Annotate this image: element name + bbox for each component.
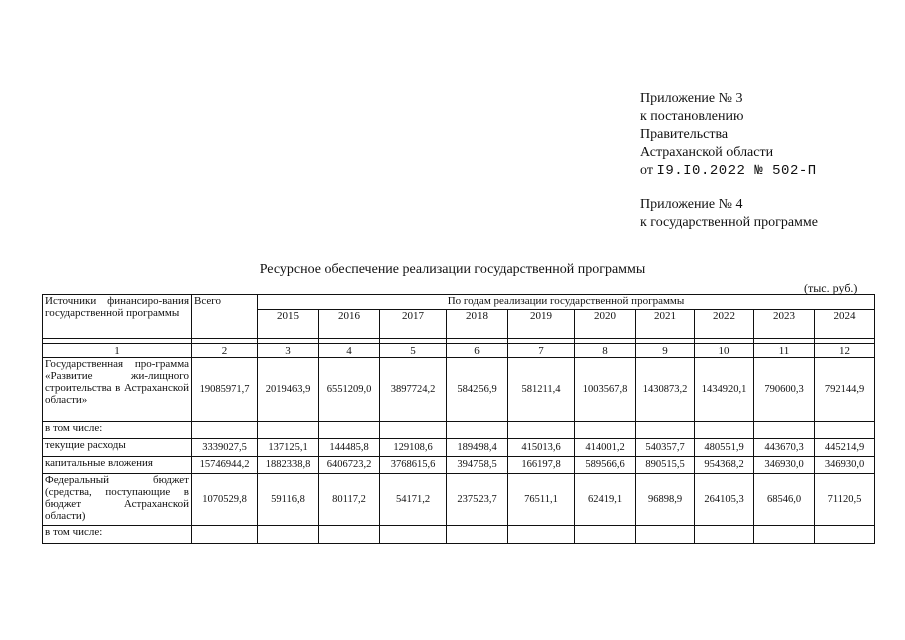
value-cell: 790600,3 <box>754 358 815 422</box>
column-number: 6 <box>447 344 508 358</box>
row-label: Федеральный бюджет (средства, поступающие в бюджет Астраханской области) <box>43 474 192 526</box>
value-cell: 415013,6 <box>508 439 575 457</box>
value-cell: 581211,4 <box>508 358 575 422</box>
value-cell: 137125,1 <box>258 439 319 457</box>
table-row <box>43 439 875 457</box>
value-cell <box>319 526 380 544</box>
table-row <box>43 526 875 544</box>
value-cell: 189498,4 <box>447 439 508 457</box>
value-cell: 540357,7 <box>636 439 695 457</box>
value-cell: 166197,8 <box>508 457 575 474</box>
value-cell: 59116,8 <box>258 474 319 526</box>
row-label: капитальные вложения <box>43 457 192 474</box>
value-cell: 3339027,5 <box>192 439 258 457</box>
value-cell <box>754 422 815 439</box>
value-cell: 1434920,1 <box>695 358 754 422</box>
column-number: 4 <box>319 344 380 358</box>
column-number: 11 <box>754 344 815 358</box>
column-number: 12 <box>815 344 875 358</box>
value-cell: 589566,6 <box>575 457 636 474</box>
value-cell <box>258 422 319 439</box>
date-prefix: от <box>640 163 653 178</box>
value-cell <box>575 422 636 439</box>
appendix-3-line: Правительства <box>640 127 729 142</box>
value-cell: 62419,1 <box>575 474 636 526</box>
row-label: в том числе: <box>43 422 192 439</box>
header-year: 2022 <box>695 310 754 339</box>
column-number: 8 <box>575 344 636 358</box>
value-cell: 6551209,0 <box>319 358 380 422</box>
value-cell: 237523,7 <box>447 474 508 526</box>
value-cell <box>636 422 695 439</box>
value-cell <box>575 526 636 544</box>
value-cell: 264105,3 <box>695 474 754 526</box>
header-total: Всего <box>192 295 258 339</box>
appendix-3-line: к постановлению <box>640 109 744 124</box>
value-cell <box>319 422 380 439</box>
column-number: 9 <box>636 344 695 358</box>
header-year: 2024 <box>815 310 875 339</box>
header-year: 2015 <box>258 310 319 339</box>
appendix-4-line: Приложение № 4 <box>640 197 743 212</box>
appendix-4-line: к государственной программе <box>640 215 818 230</box>
value-cell: 129108,6 <box>380 439 447 457</box>
header-years: По годам реализации государственной программы <box>258 295 875 310</box>
value-cell <box>380 422 447 439</box>
appendix-3-line: Астраханской области <box>640 145 774 160</box>
value-cell: 19085971,7 <box>192 358 258 422</box>
value-cell: 15746944,2 <box>192 457 258 474</box>
header-year: 2019 <box>508 310 575 339</box>
value-cell: 480551,9 <box>695 439 754 457</box>
value-cell: 76511,1 <box>508 474 575 526</box>
value-cell <box>192 422 258 439</box>
value-cell: 54171,2 <box>380 474 447 526</box>
row-label: в том числе: <box>43 526 192 544</box>
value-cell: 3768615,6 <box>380 457 447 474</box>
appendix-3-date-line <box>640 162 817 180</box>
column-number: 7 <box>508 344 575 358</box>
row-label: Государственная про-грамма «Развитие жи-лищного строительства в Астраханской области» <box>43 358 192 422</box>
value-cell: 1003567,8 <box>575 358 636 422</box>
value-cell <box>636 526 695 544</box>
value-cell: 1070529,8 <box>192 474 258 526</box>
value-cell <box>192 526 258 544</box>
value-cell: 346930,0 <box>754 457 815 474</box>
value-cell: 6406723,2 <box>319 457 380 474</box>
value-cell <box>508 422 575 439</box>
table-row <box>43 422 875 439</box>
column-number: 1 <box>43 344 192 358</box>
header-year: 2016 <box>319 310 380 339</box>
column-number: 5 <box>380 344 447 358</box>
resource-table <box>42 294 875 544</box>
value-cell: 68546,0 <box>754 474 815 526</box>
value-cell <box>447 526 508 544</box>
value-cell: 80117,2 <box>319 474 380 526</box>
resolution-date-number: I9.I0.2022 № 502-П <box>656 163 817 179</box>
value-cell: 954368,2 <box>695 457 754 474</box>
value-cell: 346930,0 <box>815 457 875 474</box>
header-year: 2021 <box>636 310 695 339</box>
appendix-4-block <box>640 196 818 232</box>
units-label: (тыс. руб.) <box>804 281 858 295</box>
appendix-3-line: Приложение № 3 <box>640 91 743 106</box>
row-label: текущие расходы <box>43 439 192 457</box>
header-source: Источники финансиро-вания государственной программы <box>43 295 192 339</box>
document-title: Ресурсное обеспечение реализации государственной программы <box>259 262 646 277</box>
column-number: 10 <box>695 344 754 358</box>
value-cell: 443670,3 <box>754 439 815 457</box>
value-cell: 96898,9 <box>636 474 695 526</box>
value-cell: 2019463,9 <box>258 358 319 422</box>
column-number: 2 <box>192 344 258 358</box>
value-cell: 1882338,8 <box>258 457 319 474</box>
value-cell: 1430873,2 <box>636 358 695 422</box>
header-year: 2017 <box>380 310 447 339</box>
header-year: 2018 <box>447 310 508 339</box>
value-cell <box>815 422 875 439</box>
value-cell: 792144,9 <box>815 358 875 422</box>
table-row <box>43 358 875 422</box>
value-cell <box>815 526 875 544</box>
value-cell: 3897724,2 <box>380 358 447 422</box>
appendix-3-block <box>640 90 817 180</box>
value-cell <box>447 422 508 439</box>
table-row <box>43 457 875 474</box>
column-number: 3 <box>258 344 319 358</box>
value-cell: 890515,5 <box>636 457 695 474</box>
value-cell: 144485,8 <box>319 439 380 457</box>
value-cell: 584256,9 <box>447 358 508 422</box>
value-cell <box>695 526 754 544</box>
value-cell <box>695 422 754 439</box>
value-cell <box>380 526 447 544</box>
value-cell: 445214,9 <box>815 439 875 457</box>
table-row <box>43 474 875 526</box>
header-year: 2023 <box>754 310 815 339</box>
value-cell: 394758,5 <box>447 457 508 474</box>
value-cell <box>258 526 319 544</box>
value-cell <box>754 526 815 544</box>
header-year: 2020 <box>575 310 636 339</box>
value-cell <box>508 526 575 544</box>
value-cell: 71120,5 <box>815 474 875 526</box>
value-cell: 414001,2 <box>575 439 636 457</box>
